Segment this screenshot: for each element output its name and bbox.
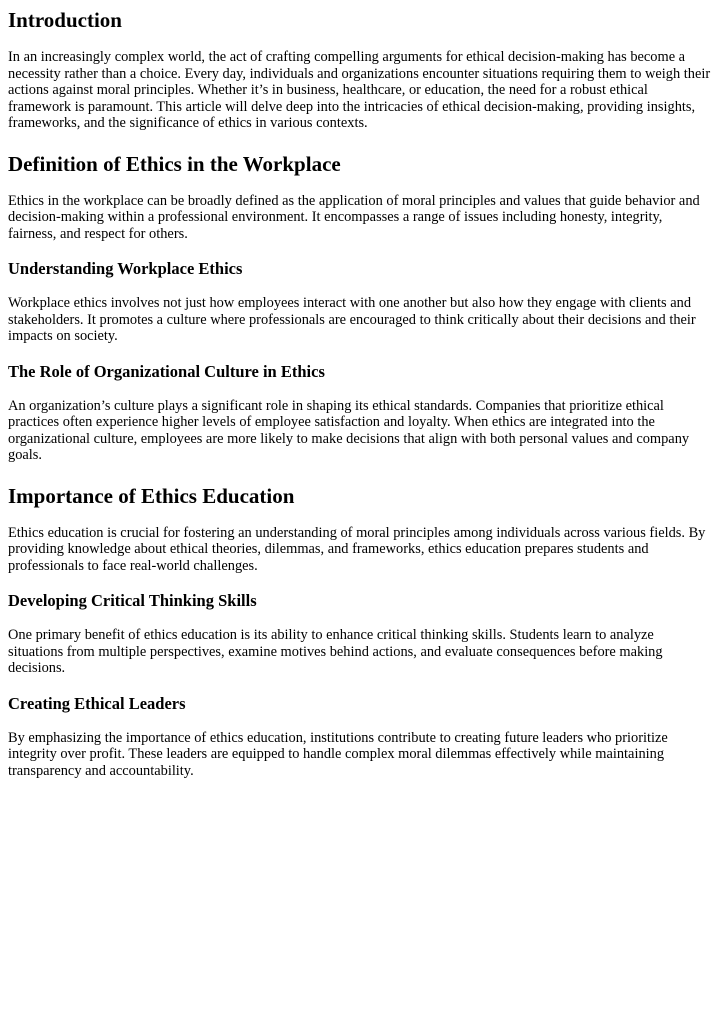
section-heading-introduction: Introduction bbox=[8, 8, 122, 32]
section-heading-ethics-education: Importance of Ethics Education bbox=[8, 483, 295, 508]
article bbox=[0, 8, 720, 779]
subsection-heading-understanding-workplace-ethics: Understanding Workplace Ethics bbox=[8, 259, 243, 278]
section-paragraph-introduction: In an increasingly complex world, the act of crafting compelling arguments for ethical decision-making has become a necessity rather than a choice. Every day, individuals and organizations encounter situations requiring them to weigh their actions against moral principles. Whether it’s in business, healthcare, or education, the need for a robust ethical framework is paramount. This article will delve deep into the intricacies of ethical decision-making, providing insights, frameworks, and the significance of ethics in various contexts. bbox=[8, 49, 711, 131]
subsection-paragraph-ethical-leaders: By emphasizing the importance of ethics education, institutions contribute to creating future leaders who prioritize integrity over profit. These leaders are equipped to handle complex moral dilemmas effectively while maintaining transparency and accountability. bbox=[8, 729, 668, 779]
section-paragraph-ethics-education: Ethics education is crucial for fostering an understanding of moral principles among individuals across various fields. By providing knowledge about ethical theories, dilemmas, and frameworks, ethics education prepares students and professionals to face real-world challenges. bbox=[8, 524, 706, 574]
subsection-heading-organizational-culture: The Role of Organizational Culture in Ethics bbox=[8, 361, 325, 381]
subsection-heading-critical-thinking: Developing Critical Thinking Skills bbox=[8, 591, 257, 610]
subsection-paragraph-organizational-culture: An organization’s culture plays a significant role in shaping its ethical standards. Companies that prioritize ethical practices often experience higher levels of employee satisfaction and loyalty. When ethics are integrated into the organizational culture, employees are more likely to make decisions that align with both personal values and company goals. bbox=[8, 397, 690, 463]
subsection-paragraph-critical-thinking: One primary benefit of ethics education is its ability to enhance critical thinking skills. Students learn to analyze situations from multiple perspectives, examine motives behind actions, and evaluate consequences before making decisions. bbox=[8, 627, 663, 676]
section-paragraph-definition-of-ethics: Ethics in the workplace can be broadly defined as the application of moral principles and values that guide behavior and decision-making within a professional environment. It encompasses a range of issues including honesty, integrity, fairness, and respect for others. bbox=[8, 192, 700, 242]
subsection-paragraph-understanding-workplace-ethics: Workplace ethics involves not just how employees interact with one another but also how they engage with clients and stakeholders. It promotes a culture where professionals are encouraged to think critically about their decisions and their impacts on society. bbox=[8, 295, 696, 344]
subsection-heading-ethical-leaders: Creating Ethical Leaders bbox=[8, 693, 186, 713]
section-heading-definition-of-ethics: Definition of Ethics in the Workplace bbox=[8, 151, 341, 176]
